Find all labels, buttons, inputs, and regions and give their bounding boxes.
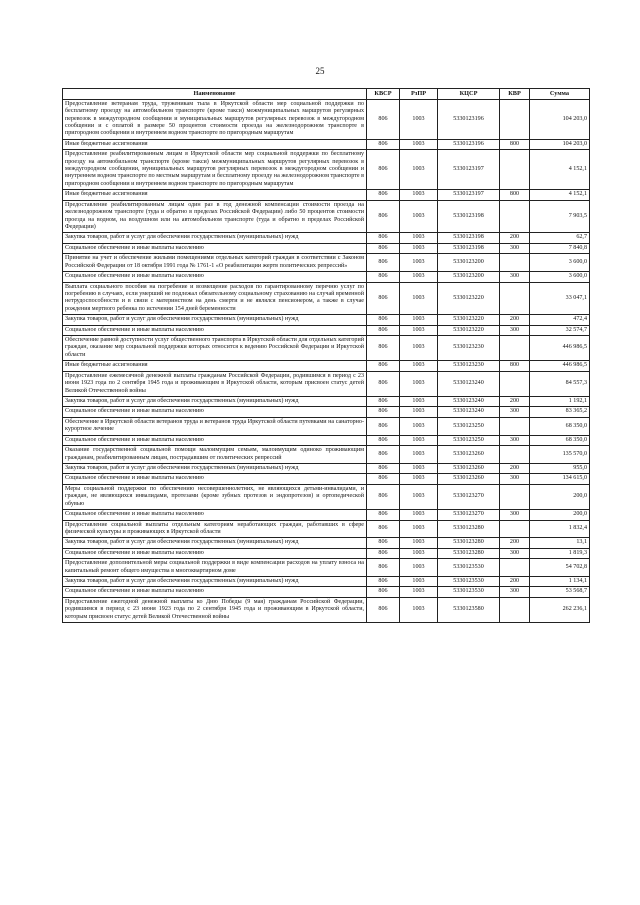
cell-kvr [500,99,530,139]
cell-kvsr: 806 [367,417,400,435]
cell-sum: 68 350,0 [530,435,590,445]
cell-sum: 200,0 [530,484,590,509]
cell-name: Обеспечение равной доступности услуг общественного транспорта в Иркутской области для отдельных категорий граждан, оказание мер социальной поддержки которых относится к ведению Российской Федерации и Иркутской области [63,336,367,361]
cell-name: Закупка товаров, работ и услуг для обеспечения государственных (муниципальных) нужд [63,577,367,587]
cell-kcsr: 5330123240 [438,371,500,396]
cell-kcsr: 5330123280 [438,520,500,538]
cell-kvsr: 806 [367,397,400,407]
header-sum: Сумма [530,89,590,100]
cell-kvsr: 806 [367,325,400,335]
cell-kvsr: 806 [367,336,400,361]
cell-kvr: 800 [500,361,530,371]
cell-sum: 1 134,1 [530,577,590,587]
table-row [63,463,590,473]
table-row [63,150,590,190]
cell-sum: 4 152,1 [530,150,590,190]
cell-kvr [500,371,530,396]
cell-sum: 135 570,0 [530,446,590,464]
cell-kcsr: 5330123200 [438,254,500,272]
cell-kvr [500,559,530,577]
cell-kvr: 300 [500,474,530,484]
cell-rzpr: 1003 [400,587,438,597]
cell-name: Социальное обеспечение и иные выплаты населению [63,407,367,417]
cell-name: Предоставление реабилитированным лицам в Иркутской области мер социальной поддержки по бесплатному проезду на автомобильном транспорте (кроме такси) межмуниципальных маршрутов регулярных перевозок в междугородном сообщении, муниципальных маршрутов регулярных перевозок в междугородном сообщении и внутреннем водном транспорте по местным маршрутам и бесплатному проезду на железнодорожном транспорте в пригородном сообщении и внутреннем водном транспорте по пригородным маршрутам [63,150,367,190]
cell-name: Предоставление дополнительной меры социальной поддержки в виде компенсации расходов на уплату взноса на капитальный ремонт общего имущества в многоквартирном доме [63,559,367,577]
cell-kcsr: 5330123530 [438,587,500,597]
cell-kcsr: 5330123197 [438,190,500,200]
table-row [63,315,590,325]
cell-kcsr: 5330123200 [438,272,500,282]
cell-name: Иные бюджетные ассигнования [63,361,367,371]
cell-name: Принятие на учет и обеспечение жилыми помещениями отдельных категорий граждан в соответствии с Законом Российской Федерации от 18 октября 1991 года № 1761-1 «О реабилитации жертв политических репрессий» [63,254,367,272]
cell-kvsr: 806 [367,484,400,509]
cell-sum: 104 203,0 [530,139,590,149]
cell-kcsr: 5330123280 [438,548,500,558]
cell-sum: 33 047,1 [530,282,590,315]
cell-sum: 54 702,8 [530,559,590,577]
cell-sum: 4 152,1 [530,190,590,200]
cell-kvr [500,282,530,315]
header-kvsr: КВСР [367,89,400,100]
cell-kcsr: 5330123198 [438,243,500,253]
cell-rzpr: 1003 [400,548,438,558]
cell-rzpr: 1003 [400,559,438,577]
cell-kvr: 300 [500,587,530,597]
cell-kvsr: 806 [367,407,400,417]
cell-sum: 3 600,0 [530,254,590,272]
table-row [63,577,590,587]
cell-kvr: 200 [500,315,530,325]
cell-rzpr: 1003 [400,538,438,548]
table-row [63,446,590,464]
cell-rzpr: 1003 [400,435,438,445]
cell-sum: 1 832,4 [530,520,590,538]
cell-rzpr: 1003 [400,200,438,233]
cell-rzpr: 1003 [400,233,438,243]
cell-kvr: 300 [500,272,530,282]
cell-kvsr: 806 [367,446,400,464]
cell-kvr: 300 [500,325,530,335]
cell-name: Меры социальной поддержки по обеспечению несовершеннолетних, не являющихся детьми-инвалидами, и граждан, не являющихся инвалидами, протезами (кроме зубных протезов и эндопротезов) и ортопедической обувью [63,484,367,509]
cell-name: Иные бюджетные ассигнования [63,139,367,149]
table-row [63,282,590,315]
table-row [63,361,590,371]
cell-sum: 13,1 [530,538,590,548]
cell-sum: 1 192,1 [530,397,590,407]
cell-rzpr: 1003 [400,484,438,509]
cell-kvsr: 806 [367,200,400,233]
cell-kvr [500,336,530,361]
cell-kvr: 800 [500,190,530,200]
cell-kcsr: 5330123196 [438,99,500,139]
cell-kvsr: 806 [367,361,400,371]
table-row [63,597,590,622]
cell-sum: 446 986,5 [530,361,590,371]
cell-name: Социальное обеспечение и иные выплаты населению [63,474,367,484]
table-row [63,254,590,272]
cell-rzpr: 1003 [400,510,438,520]
cell-name: Социальное обеспечение и иные выплаты населению [63,272,367,282]
cell-kvr: 200 [500,538,530,548]
cell-kcsr: 5330123240 [438,397,500,407]
cell-kvr: 800 [500,139,530,149]
cell-kcsr: 5330123260 [438,463,500,473]
cell-name: Оказание государственной социальной помощи малоимущим семьям, малоимущим одиноко проживающим гражданам, реабилитированным лицам, пострадавшим от политических репрессий [63,446,367,464]
cell-rzpr: 1003 [400,446,438,464]
cell-kcsr: 5330123220 [438,282,500,315]
cell-rzpr: 1003 [400,474,438,484]
table-row [63,510,590,520]
cell-kvr [500,446,530,464]
table-row [63,520,590,538]
cell-sum: 134 615,0 [530,474,590,484]
cell-kvr [500,520,530,538]
cell-sum: 53 568,7 [530,587,590,597]
cell-name: Иные бюджетные ассигнования [63,190,367,200]
cell-rzpr: 1003 [400,272,438,282]
cell-sum: 7 903,5 [530,200,590,233]
table-row [63,417,590,435]
cell-kcsr: 5330123230 [438,336,500,361]
cell-kvsr: 806 [367,577,400,587]
table-row [63,435,590,445]
cell-kcsr: 5330123250 [438,435,500,445]
cell-kvr: 200 [500,397,530,407]
cell-rzpr: 1003 [400,254,438,272]
table-row [63,325,590,335]
cell-kcsr: 5330123250 [438,417,500,435]
cell-rzpr: 1003 [400,325,438,335]
cell-kvsr: 806 [367,587,400,597]
table-row [63,484,590,509]
table-row [63,559,590,577]
cell-rzpr: 1003 [400,139,438,149]
cell-kvr [500,200,530,233]
cell-kvsr: 806 [367,233,400,243]
header-kvr: КВР [500,89,530,100]
table-row [63,99,590,139]
cell-name: Закупка товаров, работ и услуг для обеспечения государственных (муниципальных) нужд [63,463,367,473]
cell-sum: 262 236,1 [530,597,590,622]
cell-kvsr: 806 [367,463,400,473]
cell-rzpr: 1003 [400,407,438,417]
table-header-row [63,89,590,100]
cell-name: Закупка товаров, работ и услуг для обеспечения государственных (муниципальных) нужд [63,397,367,407]
cell-kvsr: 806 [367,254,400,272]
cell-kcsr: 5330123220 [438,315,500,325]
table-row [63,397,590,407]
cell-kcsr: 5330123240 [438,407,500,417]
cell-name: Социальное обеспечение и иные выплаты населению [63,435,367,445]
cell-sum: 68 350,0 [530,417,590,435]
cell-kcsr: 5330123580 [438,597,500,622]
cell-rzpr: 1003 [400,336,438,361]
cell-kcsr: 5330123198 [438,200,500,233]
header-name: Наименование [63,89,367,100]
cell-rzpr: 1003 [400,417,438,435]
cell-kvsr: 806 [367,548,400,558]
cell-name: Предоставление реабилитированным лицам один раз в год денежной компенсации стоимости проезда на железнодорожном транспорте (туда и обратно в пределах Российской Федерации) либо 50 процентов стоимости проезда на водном, на воздушном или на автомобильном транспорте (туда и обратно в пределах Российской Федерации) [63,200,367,233]
cell-kcsr: 5330123260 [438,474,500,484]
table-row [63,200,590,233]
table-row [63,336,590,361]
cell-kcsr: 5330123198 [438,233,500,243]
cell-kvsr: 806 [367,272,400,282]
cell-kvr: 200 [500,577,530,587]
cell-kvsr: 806 [367,99,400,139]
cell-kcsr: 5330123230 [438,361,500,371]
cell-sum: 472,4 [530,315,590,325]
cell-kcsr: 5330123197 [438,150,500,190]
cell-rzpr: 1003 [400,282,438,315]
cell-rzpr: 1003 [400,190,438,200]
cell-kvsr: 806 [367,243,400,253]
cell-sum: 955,0 [530,463,590,473]
cell-kvr: 200 [500,463,530,473]
cell-sum: 7 840,8 [530,243,590,253]
cell-kvr: 300 [500,548,530,558]
cell-name: Закупка товаров, работ и услуг для обеспечения государственных (муниципальных) нужд [63,538,367,548]
cell-kvr: 300 [500,407,530,417]
cell-kvsr: 806 [367,371,400,396]
cell-rzpr: 1003 [400,361,438,371]
cell-kcsr: 5330123220 [438,325,500,335]
table-row [63,587,590,597]
cell-kvr: 300 [500,510,530,520]
cell-rzpr: 1003 [400,577,438,587]
table-body [63,99,590,622]
cell-sum: 104 203,0 [530,99,590,139]
cell-name: Социальное обеспечение и иные выплаты населению [63,510,367,520]
cell-rzpr: 1003 [400,597,438,622]
cell-kvsr: 806 [367,538,400,548]
cell-kvr [500,597,530,622]
cell-name: Социальное обеспечение и иные выплаты населению [63,243,367,253]
cell-kvsr: 806 [367,597,400,622]
cell-kcsr: 5330123196 [438,139,500,149]
table-row [63,272,590,282]
cell-sum: 200,0 [530,510,590,520]
cell-sum: 3 600,0 [530,272,590,282]
cell-rzpr: 1003 [400,243,438,253]
cell-kvr [500,254,530,272]
cell-sum: 32 574,7 [530,325,590,335]
cell-kcsr: 5330123280 [438,538,500,548]
cell-rzpr: 1003 [400,520,438,538]
cell-kvsr: 806 [367,190,400,200]
cell-sum: 446 986,5 [530,336,590,361]
cell-kvsr: 806 [367,139,400,149]
cell-kcsr: 5330123270 [438,510,500,520]
cell-kvr: 200 [500,233,530,243]
table-row [63,548,590,558]
budget-table [62,88,590,623]
cell-name: Закупка товаров, работ и услуг для обеспечения государственных (муниципальных) нужд [63,315,367,325]
cell-kvr: 300 [500,243,530,253]
cell-sum: 1 819,3 [530,548,590,558]
cell-kvr [500,417,530,435]
cell-name: Предоставление ежегодной денежной выплаты ко Дню Победы (9 мая) гражданам Российской Федерации, родившимся в период с 23 июня 1923 года по 2 сентября 1945 года и проживающим в Иркутской области, которым присвоен статус детей Великой Отечественной войны [63,597,367,622]
cell-kvr: 300 [500,435,530,445]
cell-name: Закупка товаров, работ и услуг для обеспечения государственных (муниципальных) нужд [63,233,367,243]
table-row [63,233,590,243]
cell-kvsr: 806 [367,315,400,325]
cell-rzpr: 1003 [400,463,438,473]
cell-kvsr: 806 [367,520,400,538]
table-row [63,371,590,396]
cell-kvsr: 806 [367,282,400,315]
cell-rzpr: 1003 [400,371,438,396]
cell-kvsr: 806 [367,510,400,520]
cell-kvsr: 806 [367,559,400,577]
cell-kcsr: 5330123530 [438,577,500,587]
cell-name: Социальное обеспечение и иные выплаты населению [63,325,367,335]
cell-name: Предоставление ветеранам труда, труженикам тыла в Иркутской области мер социальной поддержки по бесплатному проезду на автомобильном транспорте (кроме такси) межмуниципальных маршрутов регулярных перевозок в междугородном сообщении и муниципальных маршрутов регулярных перевозок в междугородном сообщении и с оплатой в размере 50 процентов стоимости проезда на железнодорожном транспорте в пригородном сообщении и внутреннем водном транспорте по пригородным маршрутам [63,99,367,139]
cell-sum: 84 557,3 [530,371,590,396]
cell-kvsr: 806 [367,150,400,190]
cell-kcsr: 5330123260 [438,446,500,464]
cell-rzpr: 1003 [400,315,438,325]
table-row [63,538,590,548]
cell-name: Предоставление ежемесячной денежной выплаты гражданам Российской Федерации, родившимся в период с 23 июня 1923 года по 2 сентября 1945 года и проживающим в Иркутской области, которым присвоен статус детей Великой Отечественной войны [63,371,367,396]
table-row [63,190,590,200]
cell-sum: 62,7 [530,233,590,243]
cell-kcsr: 5330123270 [438,484,500,509]
table-row [63,243,590,253]
cell-kvr [500,484,530,509]
cell-name: Социальное обеспечение и иные выплаты населению [63,548,367,558]
header-rzpr: РзПР [400,89,438,100]
cell-name: Предоставление социальной выплаты отдельным категориям неработающих граждан, работавших в сфере физической культуры и проживающих в Иркутской области [63,520,367,538]
cell-rzpr: 1003 [400,397,438,407]
table-row [63,407,590,417]
table-row [63,474,590,484]
cell-rzpr: 1003 [400,99,438,139]
header-kcsr: КЦСР [438,89,500,100]
cell-rzpr: 1003 [400,150,438,190]
cell-name: Обеспечение в Иркутской области ветеранов труда и ветеранов труда Иркутской области путевками на санаторно-курортное лечение [63,417,367,435]
cell-name: Социальное обеспечение и иные выплаты населению [63,587,367,597]
table-row [63,139,590,149]
cell-name: Выплата социального пособия на погребение и возмещение расходов по гарантированному перечню услуг по погребению в случаях, если умерший не подлежал обязательному социальному страхованию на случай временной нетрудоспособности и в связи с материнством на день смерти и не являлся пенсионером, а также в случае рождения мертвого ребенка по истечении 154 дней беременности [63,282,367,315]
cell-kcsr: 5330123530 [438,559,500,577]
cell-sum: 83 365,2 [530,407,590,417]
page-number: 25 [315,66,325,76]
cell-kvsr: 806 [367,474,400,484]
cell-kvr [500,150,530,190]
cell-kvsr: 806 [367,435,400,445]
